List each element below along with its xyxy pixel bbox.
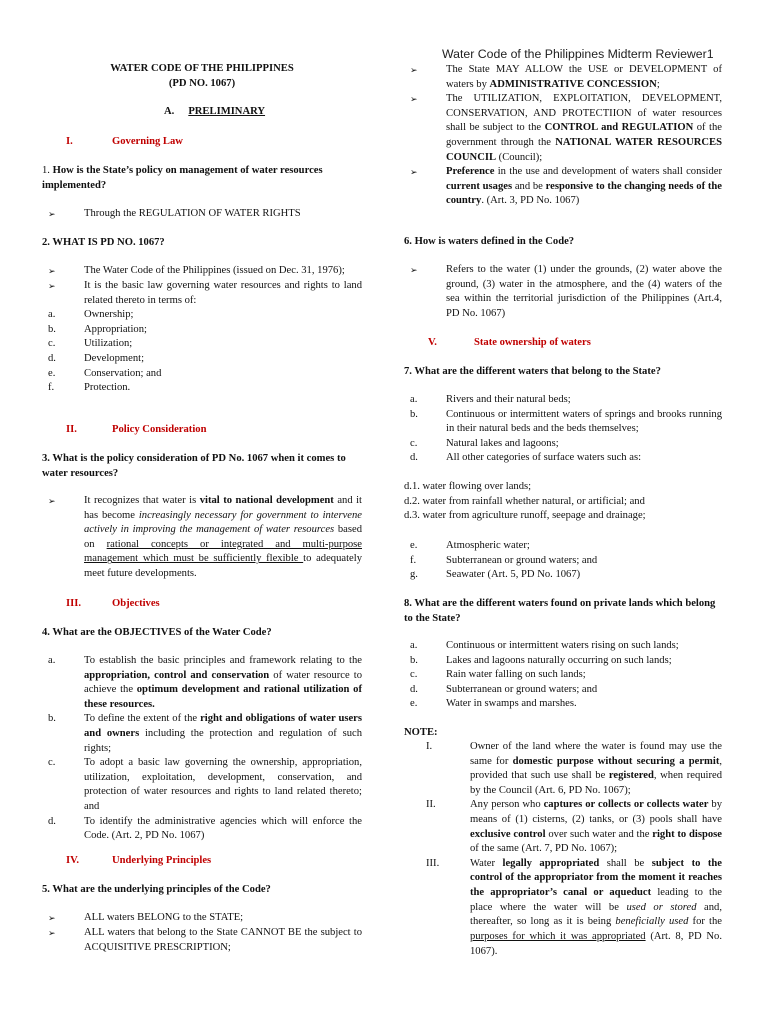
bullet-list [42,264,362,396]
arrow-bullet-icon: ➢ [48,266,56,276]
bullet-item [42,279,362,308]
text-run: by means of (1) cisterns, (2) tanks, or (3) pools shall have [470,799,722,826]
list-marker: b. [410,408,418,420]
question-8: 8. What are the different waters found on private lands which belong to the State? [404,598,716,624]
bullet-list [42,911,362,955]
list-marker: a. [48,655,56,666]
sub-list [404,480,722,524]
bold-run: right to dispose [652,828,722,840]
list-marker: e. [48,367,56,379]
bold-run: vital to national development [199,495,334,506]
question-2: 2. WHAT IS PD NO. 1067? [42,237,165,248]
list-item [42,352,362,367]
list-text: To establish the basic principles and framework relating to the appropriation, control and conservation of water resource to achieve the optimum development and rational utilization of these resources. [84,655,362,710]
text-run: The UTILIZATION, EXPLOITATION, DEVELOPMENT, CONSERVATION, AND PROTECTIION of water resources shall be subject to the [446,93,722,134]
list-text: Lakes and lagoons naturally occurring on such lands; [446,654,672,666]
list-item [404,408,722,437]
list-text [84,712,362,756]
list-item [42,337,362,352]
text-run: To establish the basic principles and framework relating to the [84,655,362,666]
section-heading [42,423,362,438]
list-item [404,683,722,698]
list-item [404,697,722,712]
note-marker: II. [426,799,436,811]
bold-run: legally appropriated [502,857,600,869]
list-marker: c. [48,757,56,769]
text-run: (Council); [496,151,543,163]
arrow-bullet-icon: ➢ [48,928,56,938]
list-text: Subterranean or ground waters; and [446,683,598,695]
question-7: 7. What are the different waters that belong to the State? [404,366,661,377]
question-5: 5. What are the underlying principles of the Code? [42,884,271,895]
list-marker: c. [410,669,418,681]
section-heading [42,135,362,150]
list-marker: e. [410,540,418,551]
question-text: How is the State’s policy on management of water resources implemented? [42,165,323,191]
list-item [42,712,362,756]
doc-title: WATER CODE OF THE PHILIPPINES [110,63,294,74]
section-heading [42,854,362,869]
list-item [42,367,362,382]
list-item [404,654,722,669]
list-item [42,815,362,844]
section-label: Governing Law [112,136,183,147]
text-run: of water resource to achieve the [84,669,362,696]
bullet-text: The Water Code of the Philippines (issued on Dec. 31, 1976); [84,265,345,276]
bullet-item [42,911,362,926]
ordered-list [42,654,362,844]
text-run: Owner of the land where the water is found may use the same for [470,741,722,767]
list-text: Seawater (Art. 5, PD No. 1067) [446,569,581,581]
text-run: The State MAY ALLOW the USE or DEVELOPMENT of waters by [446,64,722,90]
note-text [470,857,722,959]
list-text: Continuous or intermittent waters rising on such lands; [446,640,679,651]
list-marker: a. [48,309,56,321]
text-run: and it has become [84,495,363,521]
bold-run: registered [608,770,654,782]
text-run: Any person who [470,799,544,811]
bullet-text [446,165,722,209]
text-run: including the protection and regulation of such rights; [84,728,362,754]
list-item [404,639,722,654]
bold-run: ADMINISTRATIVE CONCESSION [489,78,657,90]
arrow-bullet-icon: ➢ [410,94,418,105]
bullet-text: Refers to the water (1) under the grounds, (2) water above the ground, (3) water in the atmosphere, and the (4) waters of the sea within the territorial jurisdiction of the Philippines (Art.4, PD No. 1067) [446,264,722,319]
text-run: , provided that such use shall be [470,755,723,782]
bold-run: CONTROL and REGULATION [544,122,694,134]
section-heading [42,597,362,612]
list-item [42,323,362,338]
section-heading [404,336,722,351]
bold-run: exclusive control [470,828,546,840]
bullet-item [404,165,722,209]
bullet-item [404,92,722,165]
text-run: in the use and development of waters shall consider [494,166,722,178]
bullet-text [446,92,722,165]
list-marker: b. [48,323,56,335]
question-3: 3. What is the policy consideration of PD No. 1067 when it comes to water resources? [42,453,346,479]
bold-run: right and obligations of water users and owners [84,713,362,740]
list-marker: d. [48,353,56,365]
bold-run: current usages [446,180,513,192]
text-run: of the same (Art. 7, PD No. 1067); [470,843,618,855]
list-text: To identify the administrative agencies which will enforce the Code. (Art. 2, PD No. 1067) [84,815,362,842]
section-label: Policy Consideration [112,424,207,435]
bullet-text: ALL waters BELONG to the STATE; [84,912,244,923]
list-item [404,568,722,583]
list-text: To adopt a basic law governing the ownership, appropriation, utilization, exploitation, development, conservation, and protection of water resources and rights to land related thereto; and [84,757,362,813]
list-item [404,393,722,408]
arrow-bullet-icon: ➢ [410,65,418,75]
list-item: d.3. water from agriculture runoff, seepage and drainage; [404,510,646,522]
note-text [470,798,722,856]
bullet-item [404,263,722,321]
list-text: Subterranean or ground waters; and [446,554,598,566]
list-text: Protection. [84,382,131,394]
list-text: Utilization; [84,338,133,350]
section-num: II. [66,424,77,435]
italic-run: increasingly necessary for government to intervene actively in improving the management of water resources [84,509,363,536]
bold-run: captures or collects or collects water [543,799,709,811]
list-marker: d. [410,452,418,464]
text-run: over such water and the [545,828,653,840]
list-text: Atmospheric water; [446,540,530,551]
section-a-heading [164,105,362,120]
note-item [404,857,722,959]
list-marker: b. [48,713,56,725]
arrow-bullet-icon: ➢ [48,496,56,506]
bullet-item [42,926,362,955]
bold-run: domestic purpose without securing a permit [512,755,720,767]
text-run: to adequately meet future developments. [84,553,362,580]
section-label: Objectives [112,598,160,609]
list-text: Continuous or intermittent waters of springs and brooks running in their natural beds and the beds themselves; [446,408,722,435]
list-item [404,451,722,466]
list-text: Development; [84,353,145,365]
bullet-item [404,63,722,92]
note-marker: III. [426,857,440,869]
bullet-text: ALL waters that belong to the State CANNOT BE the subject to ACQUISITIVE PRESCRIPTION; [84,927,362,953]
bullet-item [42,264,362,279]
ordered-list [404,393,722,466]
text-run: . (Art. 3, PD No. 1067) [481,195,580,207]
arrow-bullet-icon: ➢ [48,281,56,291]
text-run: and, thereafter, so long as it is being [470,901,722,928]
list-marker: d. [410,683,418,695]
list-item [42,756,362,814]
list-item [404,539,722,554]
list-text: Rivers and their natural beds; [446,394,571,405]
arrow-bullet-icon: ➢ [48,209,56,219]
text-run: for the [688,916,723,928]
list-item: d.1. water flowing over lands; [404,481,532,492]
note-marker: I. [426,741,433,752]
ordered-list [42,308,362,396]
list-marker: a. [410,640,418,651]
section-num: V. [428,337,437,348]
italic-run: beneficially used [615,916,689,928]
list-marker: c. [48,338,56,350]
ordered-list [404,539,722,583]
list-text: Rain water falling on such lands; [446,669,586,681]
section-num: IV. [66,855,80,866]
bold-run: NATIONAL WATER RESOURCES COUNCIL [446,137,722,163]
section-num: I. [66,136,73,147]
list-item [42,654,362,712]
section-label: Underlying Principles [112,855,212,866]
italic-run: used or stored [626,901,697,913]
text-run: (Art. 8, PD No. 1067). [470,930,722,957]
text-run: leading to the place where the water will be [470,887,722,913]
underline-run: purposes for which it was appropriated [470,930,646,942]
section-label: State ownership of waters [474,337,591,348]
note-label: NOTE: [404,727,438,738]
question-1 [42,164,362,193]
bold-run: subject to the control of the appropriator from the moment it reaches the appropriator’s canal or aqueduct [470,857,722,899]
text-run: It recognizes that water is [84,495,200,506]
text-run: and be [512,180,546,192]
bullet-list [404,63,722,209]
bold-run: appropriation, control and conservation [84,669,270,681]
underline-run: rational concepts or integrated and multi-purpose management which must be sufficiently flexible [84,538,362,565]
list-text: Ownership; [84,309,134,321]
list-item [404,437,722,452]
bullet-text: The State MAY ALLOW the USE or DEVELOPMENT of waters by ADMINISTRATIVE CONCESSION; [446,64,722,90]
bold-run: Preference [446,166,495,178]
text-run: shall be [599,857,652,869]
ordered-list [404,639,722,712]
question-6: 6. How is waters defined in the Code? [404,236,575,247]
list-item: d.2. water from rainfall whether natural, or artificial; and [404,495,645,507]
list-item [42,381,362,396]
question-4: 4. What are the OBJECTIVES of the Water Code? [42,627,272,638]
bullet-text: It is the basic law governing water resources and rights to land related thereto in terms of: [84,280,362,306]
list-item [404,668,722,683]
text-run: , when required by the Council (Art. 6, PD No. 1067); [470,770,723,796]
note-item [404,740,722,798]
bold-run: optimum development and rational utilization of these resources [84,684,362,710]
list-text: Appropriation; [84,323,147,335]
list-marker: f. [410,554,417,566]
page-header: Water Code of the Philippines Midterm Reviewer1 [442,47,714,61]
text-run: based on [84,524,362,550]
list-marker: g. [410,569,418,581]
bullet-item [42,207,362,222]
list-text: Conservation; and [84,367,162,379]
text-run: To define the extent of the [84,713,201,725]
section-num: III. [66,598,82,609]
question-num: 1. [42,165,50,176]
list-marker: c. [410,437,418,449]
list-marker: d. [48,815,56,827]
note-list [404,740,722,959]
bullet-text [84,494,362,582]
arrow-bullet-icon: ➢ [410,265,418,275]
list-marker: b. [410,654,418,666]
list-item [404,554,722,569]
doc-subtitle: (PD NO. 1067) [168,78,236,89]
list-marker: a. [410,394,418,405]
list-item [42,308,362,323]
list-marker: f. [48,382,55,394]
section-letter: A. [164,106,175,117]
bullet-text: Through the REGULATION OF WATER RIGHTS [84,208,301,219]
list-marker: e. [410,698,418,710]
bullet-item [42,494,362,582]
bold-run: responsive to the changing needs of the country [446,180,722,207]
section-label: PRELIMINARY [188,106,266,117]
list-text: Natural lakes and lagoons; [446,437,559,449]
note-text [470,740,722,798]
list-text: All other categories of surface waters such as: [446,452,642,464]
note-item [404,798,722,856]
text-run: of the government through the [446,122,722,149]
arrow-bullet-icon: ➢ [410,167,418,178]
text-run: Water [470,857,503,869]
list-text: Water in swamps and marshes. [446,698,577,710]
arrow-bullet-icon: ➢ [48,913,56,923]
